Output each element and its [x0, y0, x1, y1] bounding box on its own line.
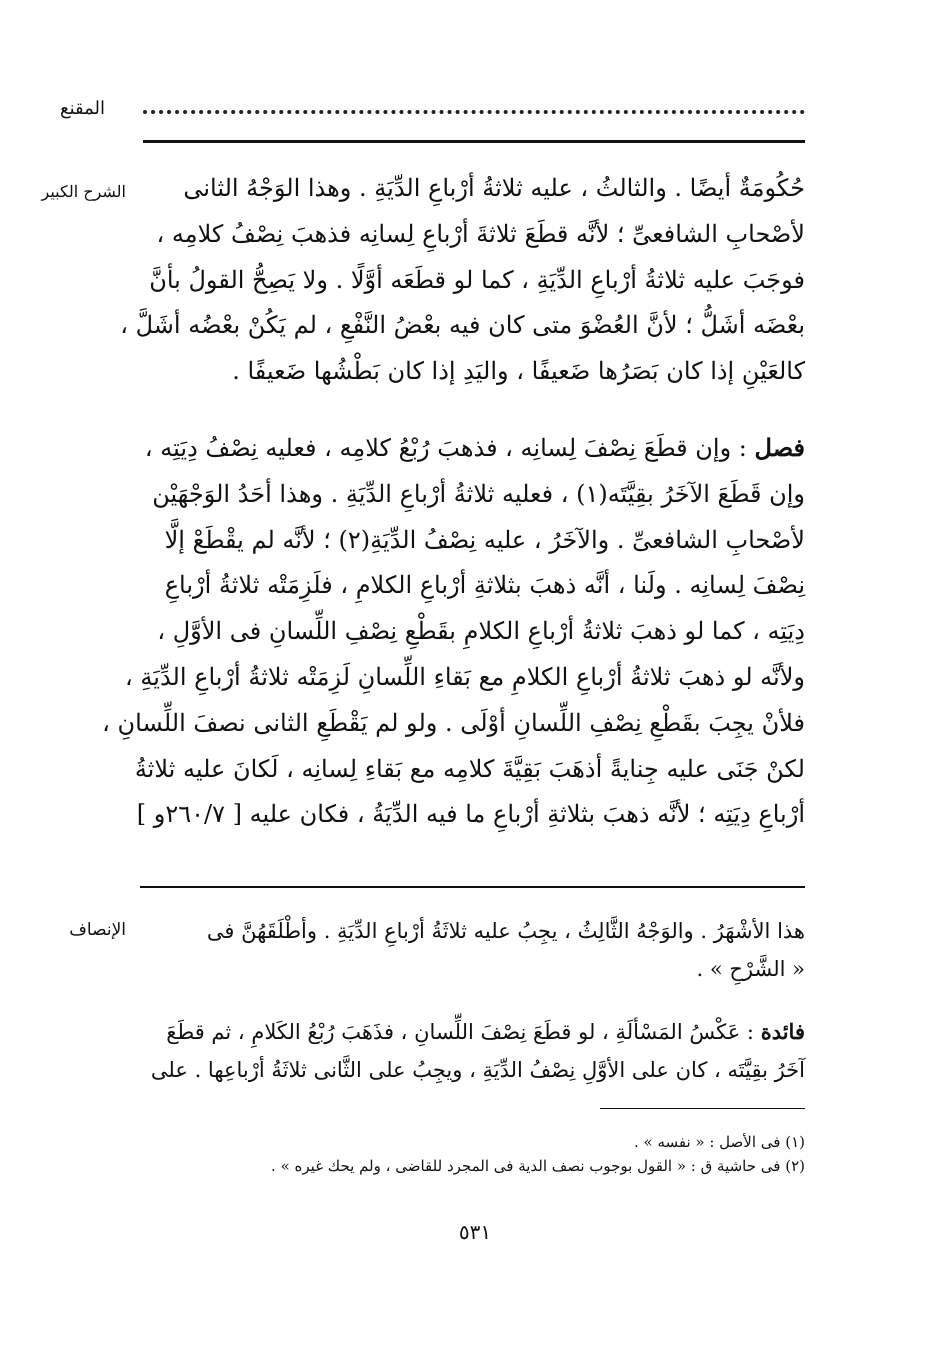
- fasl-line: دِيَتِه ، كما لو ذهبَ ثلاثةُ أرْباعِ الكلامِ بقَطْعِ نِصْفِ اللِّسانِ فى الأوَّلِ ،: [157, 617, 805, 646]
- footnote-divider: [600, 1108, 805, 1109]
- sharh-line: كالعَيْنِ إذا كان بَصَرُها ضَعيفًا ، واليَدِ إذا كان بَطْشُها ضَعيفًا .: [232, 357, 805, 386]
- fasl-first-line: [140, 425, 805, 472]
- sharh-line: حُكُومَةٌ أيضًا . والثالثُ ، عليه ثلاثةُ أرْباعِ الدِّيَةِ . وهذا الوَجْهُ الثانى: [183, 174, 805, 202]
- fasl-line: أرْباعِ دِيَتِه ؛ لأنَّه ذهبَ بثلاثةِ أرْباعِ ما فيه الدِّيَةُ ، فكان عليه [ ٢٦٠/٧و ]: [136, 800, 805, 829]
- section-divider: [140, 886, 805, 888]
- sharh-line: فوجَبَ عليه ثلاثةُ أرْباعِ الدِّيَةِ ، كما لو قطَعَه أوَّلًا . ولا يَصِحُّ القولُ بأنَّ: [149, 265, 805, 294]
- fasl-line: لكنْ جَنَى عليه جِنايةً أذهَبَ بَقِيَّةَ كلامِه مع بَقاءِ لِسانِه ، لَكانَ عليه ثلاثةُ: [134, 754, 805, 783]
- sharh-section-label: الشرح الكبير: [41, 182, 126, 201]
- footnotes-block: [200, 1130, 805, 1178]
- faida-keyword: فائدة: [760, 1019, 805, 1044]
- faida-text-block: [140, 1013, 805, 1089]
- header-dotted-leader: [143, 104, 805, 114]
- fasl-line: فلأنْ يجِبَ بقَطْعِ نِصْفِ اللِّسانِ أوْلَى . ولو لم يَقْطَعِ الثانى نصفَ اللِّسانِ ،: [102, 708, 805, 737]
- footnote: (٢) فى حاشية ق : « القول بوجوب نصف الدية فى المجرد للقاضى ، ولم يحك غيره » .: [271, 1157, 805, 1175]
- insaf-line: « الشَّرْحِ » .: [696, 957, 805, 981]
- footnote: (١) فى الأصل : « نفسه » .: [633, 1133, 805, 1151]
- fasl-line: : وإن قطَعَ نِصْفَ لِسانِه ، فذهبَ رُبْعُ كلامِه ، فعليه نِصْفُ دِيَتِه ،: [144, 434, 747, 462]
- fasl-line: ولأنَّه لو ذهبَ ثلاثةُ أرْباعِ الكلامِ مع بَقاءِ اللِّسانِ لَزِمَتْه ثلاثةُ أرْباعِ الدِّيَةِ ،: [125, 662, 805, 691]
- faida-line: : عَكْسُ المَسْألَةِ ، لو قطَعَ نِصْفَ اللِّسانِ ، فذَهَبَ رُبْعُ الكَلامِ ، ثم قطَعَ: [166, 1020, 754, 1044]
- header-rule: [143, 140, 805, 143]
- sharh-text-block: [120, 166, 805, 395]
- book-title-header: المقنع: [60, 98, 106, 119]
- fasl-keyword: فصل: [754, 433, 805, 462]
- fasl-line: نِصْفَ لِسانِه . ولَنا ، أنَّه ذهبَ بثلاثةِ أرْباعِ الكلامِ ، فلَزِمَتْه ثلاثةُ أرْباعِ: [164, 571, 805, 600]
- insaf-text-block: [140, 912, 805, 988]
- insaf-line: هذا الأشْهَرُ . والوَجْهُ الثَّالِثُ ، يجِبُ عليه ثلاثَةُ أرْباعِ الدِّيَةِ . وأطْلَقَهُنَّ فى: [206, 919, 805, 943]
- fasl-line: وإن قَطَعَ الآخَرُ بقِيَّتَه(١) ، فعليه ثلاثةُ أرْباعِ الدِّيَةِ . وهذا أحَدُ الوَجْهَيْن: [152, 479, 805, 508]
- sharh-line: بعْضَه أشَلُّ ؛ لأنَّ العُضْوَ متى كان فيه بعْضُ النَّفْعِ ، لم يَكُنْ بعْضُه أشَلَّ ،: [120, 311, 805, 340]
- page-number: ٥٣١: [458, 1220, 492, 1244]
- faida-line: آخَرُ بقِيَّتَه ، كان على الأوَّلِ نِصْفُ الدِّيَةِ ، ويجِبُ على الثَّانى ثلاثَةُ أرْباعِها . على: [150, 1058, 805, 1082]
- fasl-line: لأصْحابِ الشافعىِّ . والآخَرُ ، عليه نِصْفُ الدِّيَةِ(٢) ؛ لأنَّه لم يقْطَعْ إلَّا: [164, 525, 805, 554]
- sharh-line: لأصْحابِ الشافعىِّ ؛ لأنَّه قطَعَ ثلاثةَ أرْباعِ لِسانِه فذهبَ نِصْفُ كلامِه ،: [156, 219, 805, 248]
- insaf-section-label: الإنصاف: [69, 920, 126, 940]
- faida-first-line: [140, 1013, 805, 1051]
- fasl-text-block: [102, 425, 805, 838]
